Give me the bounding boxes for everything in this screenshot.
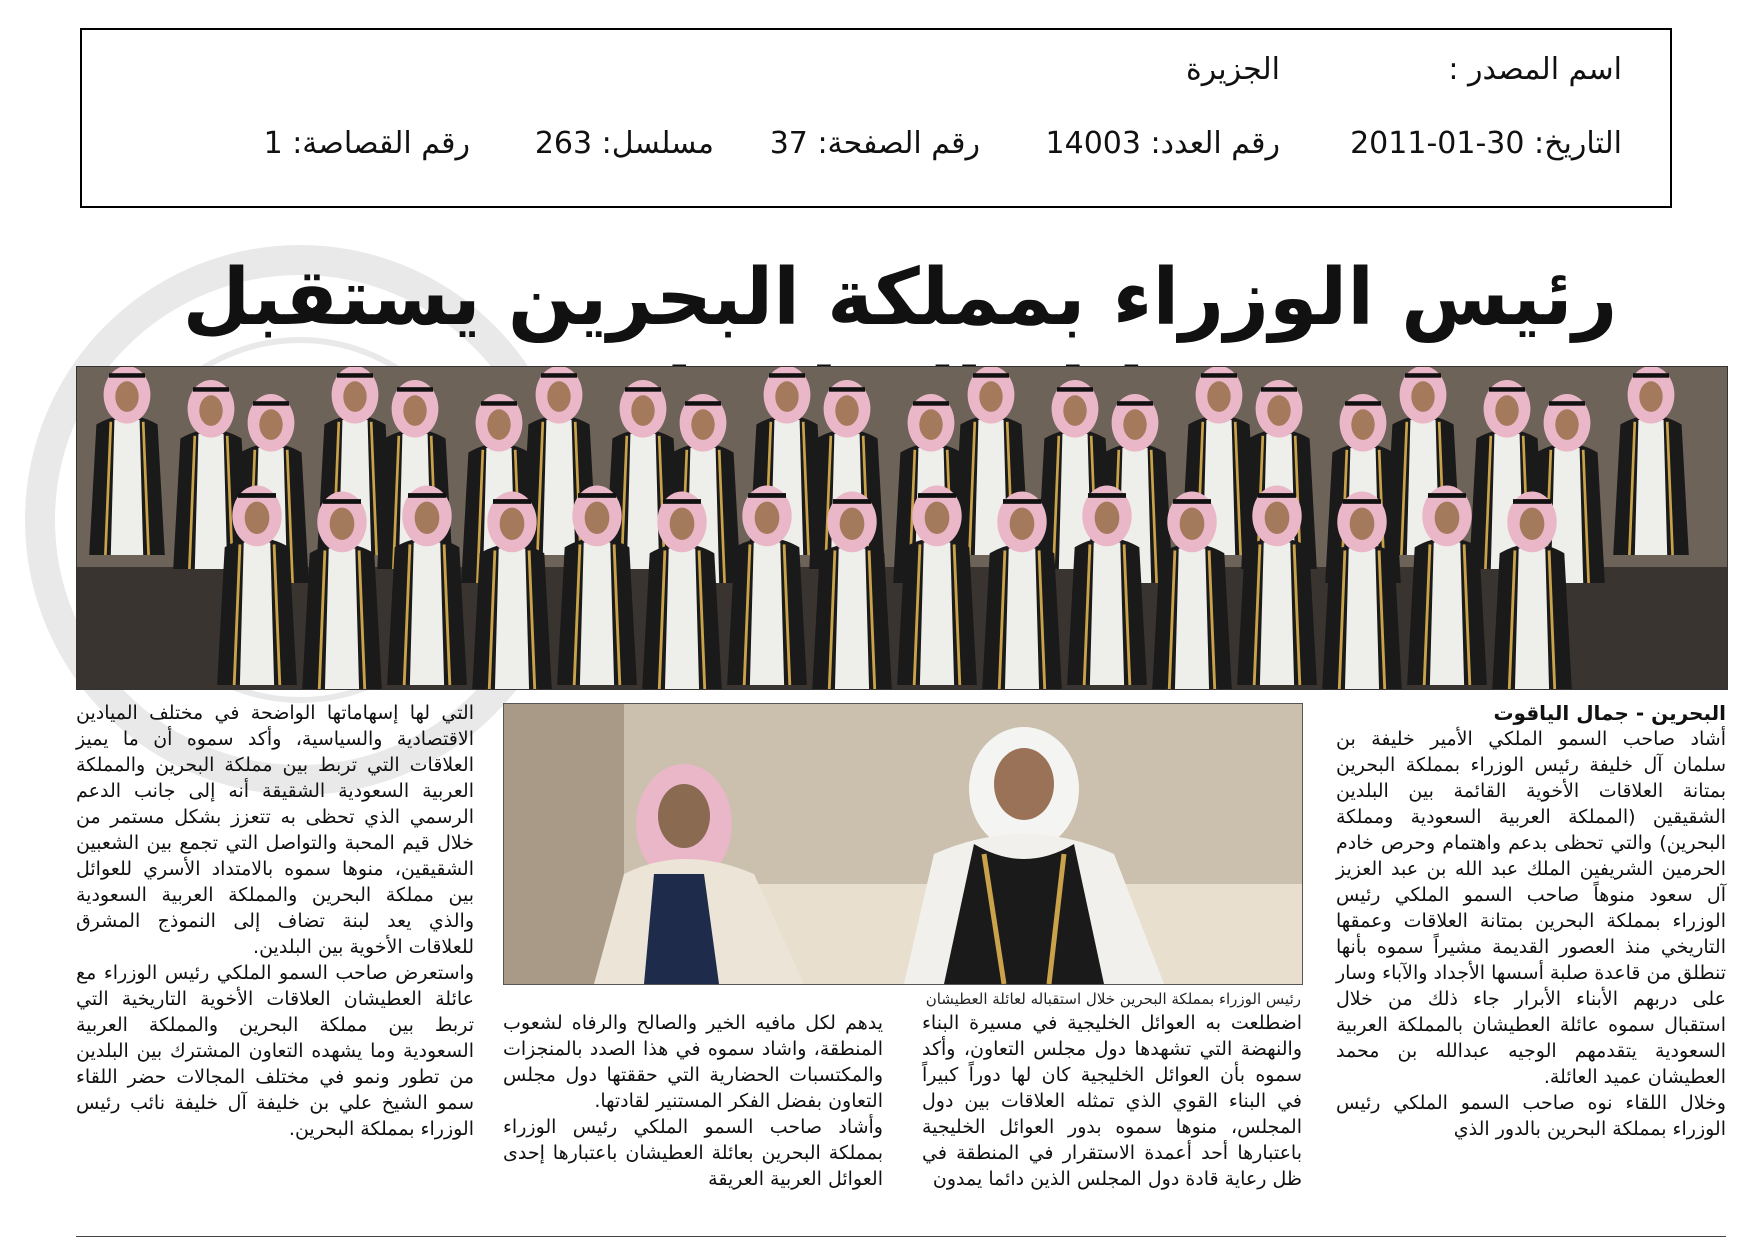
group-photo-illustration: [77, 367, 1727, 689]
group-photo: [76, 366, 1728, 690]
paragraph: اضطلعت به العوائل الخليجية في مسيرة البناء والنهضة التي تشهدها دول مجلس التعاون، وأكد سموه بأن العوائل الخليجية كان لها دوراً كبيراً في البناء القوي الذي تمثله العلاقات بين دول المجلس، منوها سموه بدور العوائل الخليجية باعتبارها أحد أعمدة الاستقرار في المنطقة في ظل رعاية قادة دول المجلس الذين دائما يمدون: [922, 1012, 1302, 1190]
clip-field: رقم القصاصة: 1: [263, 126, 470, 161]
source-name-label: اسم المصدر :: [1448, 52, 1622, 87]
paragraph: واستعرض صاحب السمو الملكي رئيس الوزراء مع عائلة العطيشان العلاقات الأخوية التاريخية التي تربط بين مملكة البحرين والمملكة العربية السعودية وما يشهده التعاون المشترك بين البلدين من تطور ونمو في مختلف المجالات حضر اللقاء سمو الشيخ علي بن خليفة آل خليفة نائب رئيس الوزراء بمملكة البحرين.: [76, 962, 474, 1140]
paragraph: يدهم لكل مافيه الخير والصالح والرفاه لشعوب المنطقة، واشاد سموه في هذا الصدد بالمنجزات والمكتسبات الحضارية التي حققتها دول مجلس التعاون بفضل الفكر المستنير لقادتها.: [503, 1012, 883, 1112]
source-info-box: [80, 28, 1672, 208]
paragraph: التي لها إسهاماتها الواضحة في مختلف الميادين الاقتصادية والسياسية، وأكد سموه أن ما يميز العلاقات التي تربط بين مملكة البحرين والمملكة العربية السعودية الشقيقة أنه إلى جانب الدعم الرسمي الذي تحظى به تتعزز بشكل مستمر من خلال قيم المحبة والتواصل التي تجمع بين الشعبين الشقيقين، منوها سموه بالامتداد الأسري للعوائل بين مملكة البحرين والمملكة العربية السعودية والذي يعد لبنة تضاف إلى النموذج المشرق للعلاقات الأخوية بين البلدين.: [76, 702, 474, 958]
source-name-row: [1448, 52, 1622, 87]
article-column-3: [503, 1010, 883, 1192]
meeting-photo: [503, 703, 1303, 985]
article-column-4: [76, 700, 474, 1142]
article-headline: رئيس الوزراء بمملكة البحرين يستقبل: [182, 253, 1618, 343]
article-column-1: [1336, 700, 1726, 1142]
paragraph: وأشاد صاحب السمو الملكي رئيس الوزراء بمملكة البحرين بعائلة العطيشان باعتبارها إحدى العوائل العربية العريقة: [503, 1116, 883, 1190]
meeting-photo-caption: رئيس الوزراء بمملكة البحرين خلال استقباله لعائلة العطيشان: [925, 990, 1301, 1008]
meeting-photo-illustration: [504, 704, 1302, 984]
source-name-value: الجزيرة: [1185, 52, 1280, 87]
serial-field: مسلسل: 263: [534, 126, 714, 161]
byline: البحرين - جمال الياقوت: [1493, 701, 1726, 725]
paragraph: وخلال اللقاء نوه صاحب السمو الملكي رئيس الوزراء بمملكة البحرين بالدور الذي: [1336, 1092, 1726, 1140]
bottom-divider: [76, 1236, 1726, 1237]
page-field: رقم الصفحة: 37: [769, 126, 980, 161]
date-field: التاريخ: 30-01-2011: [1350, 126, 1622, 161]
paragraph: أشاد صاحب السمو الملكي الأمير خليفة بن سلمان آل خليفة رئيس الوزراء بمملكة البحرين بمتانة العلاقات الأخوية القائمة بين البلدين الشقيقين (المملكة العربية السعودية ومملكة البحرين) والتي تحظى بدعم واهتمام وحرص خادم الحرمين الشريفين الملك عبد الله بن عبد العزيز آل سعود منوهاً صاحب السمو الملكي رئيس الوزراء بمملكة البحرين بمتانة العلاقات وعمقها التاريخي منذ العصور القديمة مشيراً سموه بأنها تنطلق من قاعدة صلبة أسسها الأجداد والآباء وسار على دربهم الأبناء الأبرار جاء ذلك من خلال استقبال سموه عائلة العطيشان بالمملكة العربية السعودية يتقدمهم الوجيه عبدالله بن محمد العطيشان عميد العائلة.: [1336, 728, 1726, 1088]
article-column-2: [922, 1010, 1302, 1192]
issue-field: رقم العدد: 14003: [1045, 126, 1280, 161]
